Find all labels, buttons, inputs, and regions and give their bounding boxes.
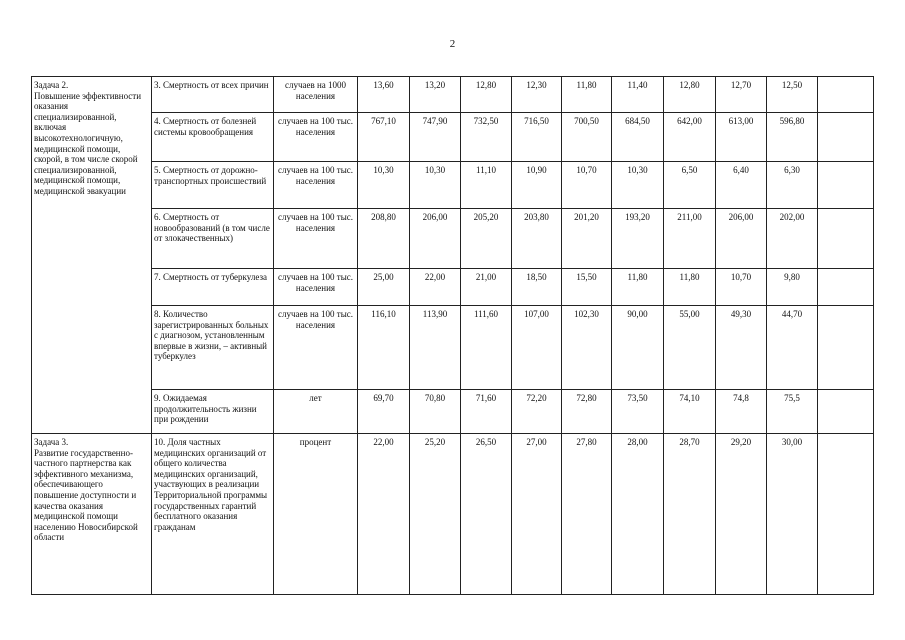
value-cell: 206,00 [716,209,767,269]
indicator-cell: 4. Смертность от болезней системы кровообращения [152,113,274,162]
value-cell: 69,70 [358,390,410,434]
value-cell: 74,10 [664,390,716,434]
value-cell: 102,30 [562,306,612,390]
value-cell: 684,50 [612,113,664,162]
value-cell: 74,8 [716,390,767,434]
value-cell: 21,00 [461,269,512,306]
value-cell: 107,00 [512,306,562,390]
value-cell: 28,00 [612,434,664,595]
empty-cell [818,77,874,113]
unit-cell: случаев на 100 тыс. населения [274,306,358,390]
value-cell: 73,50 [612,390,664,434]
value-cell: 10,90 [512,162,562,209]
table-row [32,162,874,209]
value-cell: 11,80 [664,269,716,306]
table-row [32,434,874,595]
empty-cell [818,162,874,209]
table-row [32,209,874,269]
value-cell: 55,00 [664,306,716,390]
unit-cell: случаев на 100 тыс. населения [274,269,358,306]
table-body [32,77,874,595]
unit-cell: процент [274,434,358,595]
empty-cell [818,269,874,306]
value-cell: 22,00 [358,434,410,595]
table-row [32,77,874,113]
value-cell: 12,70 [716,77,767,113]
value-cell: 70,80 [410,390,461,434]
empty-cell [818,306,874,390]
value-cell: 28,70 [664,434,716,595]
unit-cell: случаев на 100 тыс. населения [274,209,358,269]
value-cell: 72,20 [512,390,562,434]
value-cell: 11,10 [461,162,512,209]
empty-cell [818,390,874,434]
indicators-table [31,76,874,595]
value-cell: 202,00 [767,209,818,269]
value-cell: 25,00 [358,269,410,306]
indicator-cell: 3. Смертность от всех причин [152,77,274,113]
value-cell: 613,00 [716,113,767,162]
unit-cell: случаев на 100 тыс. населения [274,162,358,209]
value-cell: 642,00 [664,113,716,162]
value-cell: 205,20 [461,209,512,269]
value-cell: 27,00 [512,434,562,595]
value-cell: 10,30 [358,162,410,209]
value-cell: 11,80 [562,77,612,113]
unit-cell: лет [274,390,358,434]
value-cell: 29,20 [716,434,767,595]
value-cell: 6,30 [767,162,818,209]
value-cell: 113,90 [410,306,461,390]
empty-cell [818,113,874,162]
value-cell: 6,50 [664,162,716,209]
value-cell: 12,30 [512,77,562,113]
value-cell: 13,20 [410,77,461,113]
indicator-cell: 10. Доля частных медицинских организаций от общего количества медицинских организаций, участвующих в реализации Территориальной программы государственных гарантий бесплатного оказания гражданам [152,434,274,595]
indicator-cell: 6. Смертность от новообразований (в том числе от злокачественных) [152,209,274,269]
table-row [32,269,874,306]
empty-cell [818,209,874,269]
value-cell: 15,50 [562,269,612,306]
value-cell: 203,80 [512,209,562,269]
unit-cell: случаев на 1000 населения [274,77,358,113]
value-cell: 700,50 [562,113,612,162]
value-cell: 71,60 [461,390,512,434]
value-cell: 6,40 [716,162,767,209]
value-cell: 26,50 [461,434,512,595]
indicator-cell: 7. Смертность от туберкулеза [152,269,274,306]
value-cell: 596,80 [767,113,818,162]
value-cell: 12,80 [664,77,716,113]
value-cell: 11,80 [612,269,664,306]
value-cell: 30,00 [767,434,818,595]
value-cell: 10,30 [410,162,461,209]
value-cell: 13,60 [358,77,410,113]
value-cell: 10,70 [562,162,612,209]
value-cell: 75,5 [767,390,818,434]
value-cell: 211,00 [664,209,716,269]
value-cell: 10,70 [716,269,767,306]
value-cell: 25,20 [410,434,461,595]
value-cell: 12,50 [767,77,818,113]
value-cell: 9,80 [767,269,818,306]
task-cell: Задача 2. Повышение эффективности оказания специализированной, включая высокотехнологичную, медицинской помощи, скорой, в том числе скорой специализированной, медицинской помощи, медицинской эвакуации [32,77,152,434]
indicator-cell: 8. Количество зарегистрированных больных с диагнозом, установленным впервые в жизни, – активный туберкулез [152,306,274,390]
table-row [32,113,874,162]
value-cell: 716,50 [512,113,562,162]
value-cell: 49,30 [716,306,767,390]
value-cell: 11,40 [612,77,664,113]
value-cell: 208,80 [358,209,410,269]
value-cell: 12,80 [461,77,512,113]
value-cell: 767,10 [358,113,410,162]
unit-cell: случаев на 100 тыс. населения [274,113,358,162]
value-cell: 193,20 [612,209,664,269]
value-cell: 72,80 [562,390,612,434]
value-cell: 201,20 [562,209,612,269]
value-cell: 10,30 [612,162,664,209]
value-cell: 732,50 [461,113,512,162]
value-cell: 90,00 [612,306,664,390]
value-cell: 22,00 [410,269,461,306]
page-number: 2 [449,38,456,50]
value-cell: 111,60 [461,306,512,390]
value-cell: 27,80 [562,434,612,595]
value-cell: 747,90 [410,113,461,162]
value-cell: 116,10 [358,306,410,390]
value-cell: 18,50 [512,269,562,306]
table-row [32,390,874,434]
value-cell: 206,00 [410,209,461,269]
table-row [32,306,874,390]
indicator-cell: 5. Смертность от дорожно-транспортных происшествий [152,162,274,209]
value-cell: 44,70 [767,306,818,390]
task-cell: Задача 3. Развитие государственно-частного партнерства как эффективного механизма, обеспечивающего повышение доступности и качества оказания медицинской помощи населению Новосибирской области [32,434,152,595]
indicator-cell: 9. Ожидаемая продолжительность жизни при рождении [152,390,274,434]
empty-cell [818,434,874,595]
